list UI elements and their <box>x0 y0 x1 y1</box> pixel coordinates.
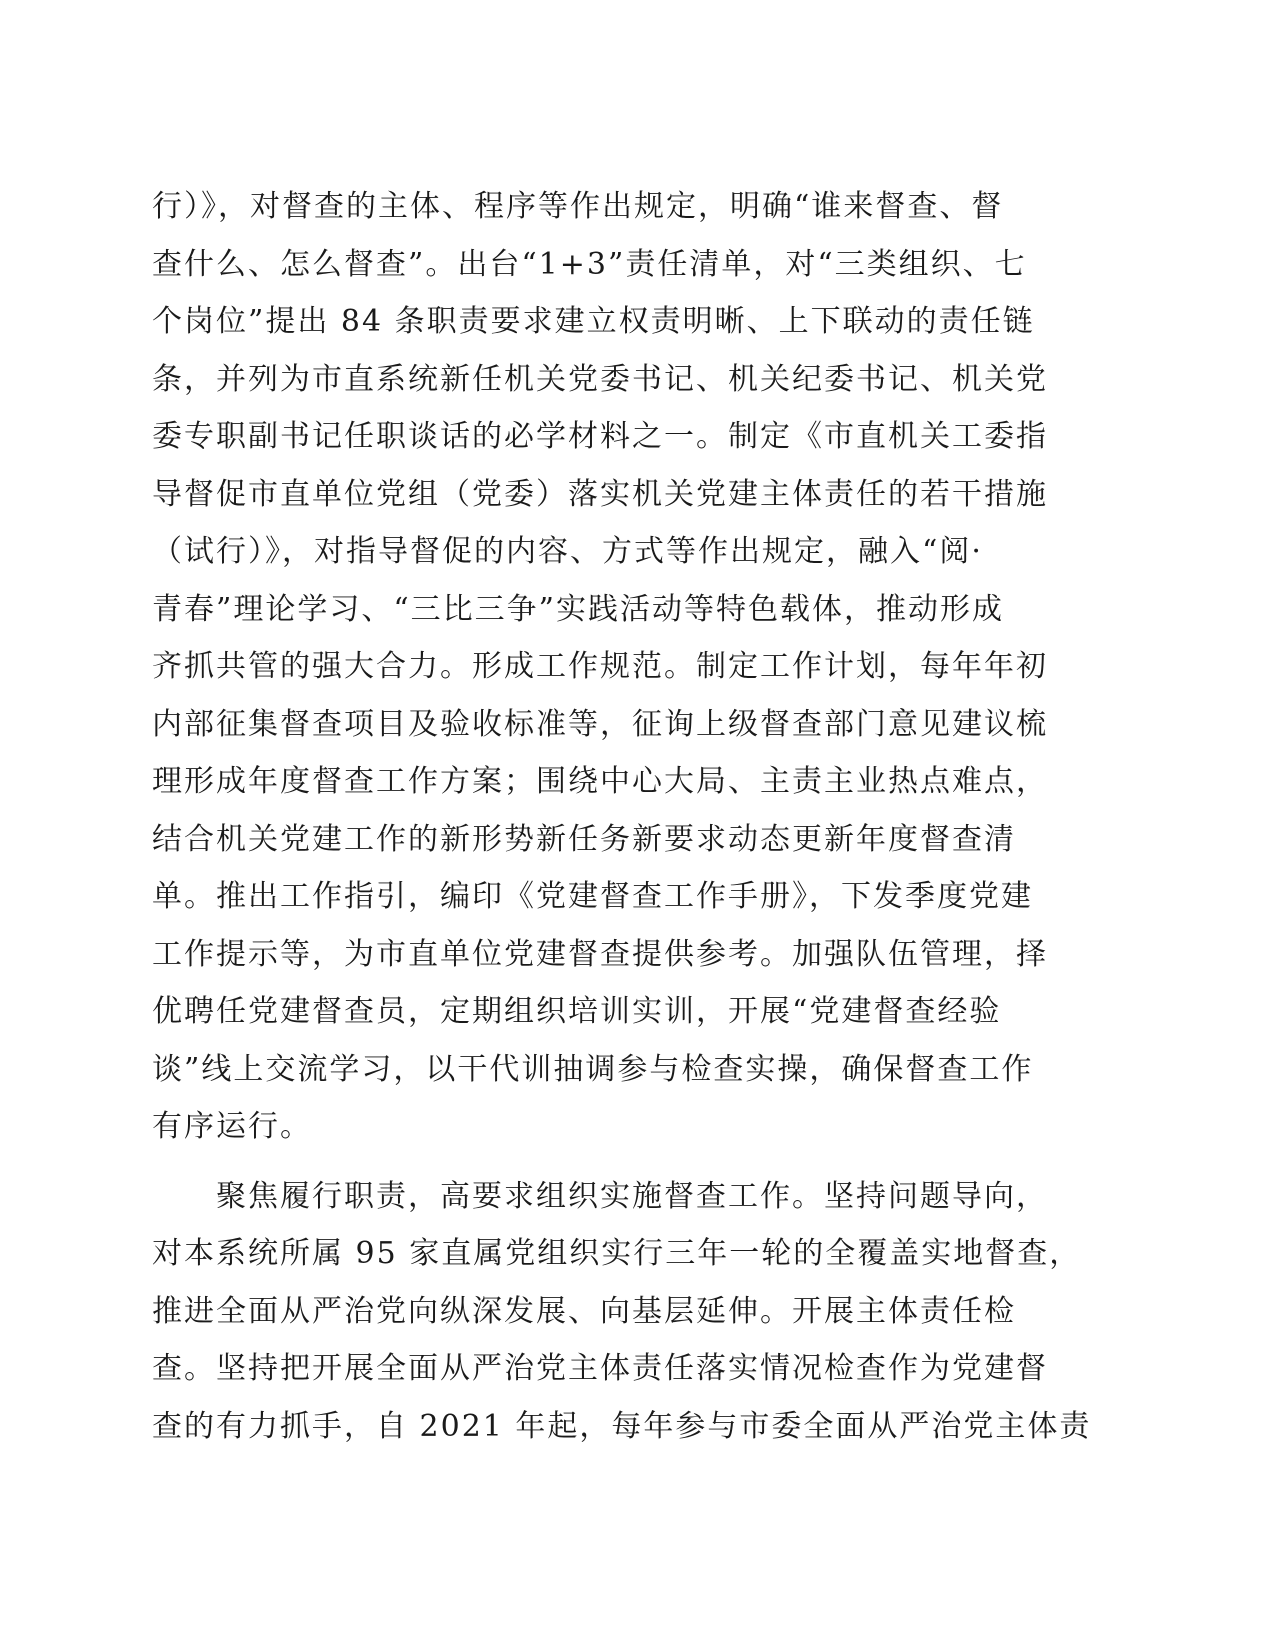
body-text <box>152 178 1112 1455</box>
text-line: 齐抓共管的强大合力。形成工作规范。制定工作计划，每年年初 <box>152 649 1048 684</box>
text-line: 工作提示等，为市直单位党建督查提供参考。加强队伍管理，择 <box>152 936 1048 972</box>
text-line: 行）》，对督查的主体、程序等作出规定，明确“谁来督查、督 <box>152 189 1004 224</box>
text-line: 内部征集督查项目及验收标准等，征询上级督查部门意见建议梳 <box>152 706 1048 742</box>
text-line: 查的有力抓手，自 2021 年起，每年参与市委全面从严治党主体责 <box>152 1408 1092 1444</box>
paragraph-2 <box>152 1168 1112 1456</box>
text-line: 导督促市直单位党组（党委）落实机关党建主体责任的若干措施 <box>152 476 1048 512</box>
paragraph-1 <box>152 178 1112 1156</box>
text-line: 推进全面从严治党向纵深发展、向基层延伸。开展主体责任检 <box>152 1293 1016 1329</box>
text-line: 查什么、怎么督查”。出台“1+3”责任清单，对“三类组织、七 <box>152 246 1027 282</box>
paragraph-gap <box>152 1156 1112 1168</box>
text-line: 个岗位”提出 84 条职责要求建立权责明晰、上下联动的责任链 <box>152 304 1035 339</box>
text-line: （试行）》，对指导督促的内容、方式等作出规定，融入“阅· <box>152 534 983 569</box>
text-line: 理形成年度督查工作方案；围绕中心大局、主责主业热点难点， <box>152 764 1048 799</box>
text-line: 查。坚持把开展全面从严治党主体责任落实情况检查作为党建督 <box>152 1351 1048 1386</box>
text-line: 谈”线上交流学习，以干代训抽调参与检查实操，确保督查工作 <box>152 1051 1034 1087</box>
text-line: 优聘任党建督查员，定期组织培训实训，开展“党建督查经验 <box>152 994 1002 1029</box>
text-line: 单。推出工作指引，编印《党建督查工作手册》，下发季度党建 <box>152 879 1033 914</box>
text-line: 条，并列为市直系统新任机关党委书记、机关纪委书记、机关党 <box>152 361 1048 397</box>
text-line: 对本系统所属 95 家直属党组织实行三年一轮的全覆盖实地督查， <box>152 1236 1082 1271</box>
text-line: 聚焦履行职责，高要求组织实施督查工作。坚持问题导向， <box>216 1178 1048 1214</box>
text-line: 委专职副书记任职谈话的必学材料之一。制定《市直机关工委指 <box>152 419 1048 454</box>
text-line: 结合机关党建工作的新形势新任务新要求动态更新年度督查清 <box>152 821 1016 857</box>
text-line: 青春”理论学习、“三比三争”实践活动等特色载体，推动形成 <box>152 591 1005 627</box>
text-line: 有序运行。 <box>152 1109 312 1144</box>
